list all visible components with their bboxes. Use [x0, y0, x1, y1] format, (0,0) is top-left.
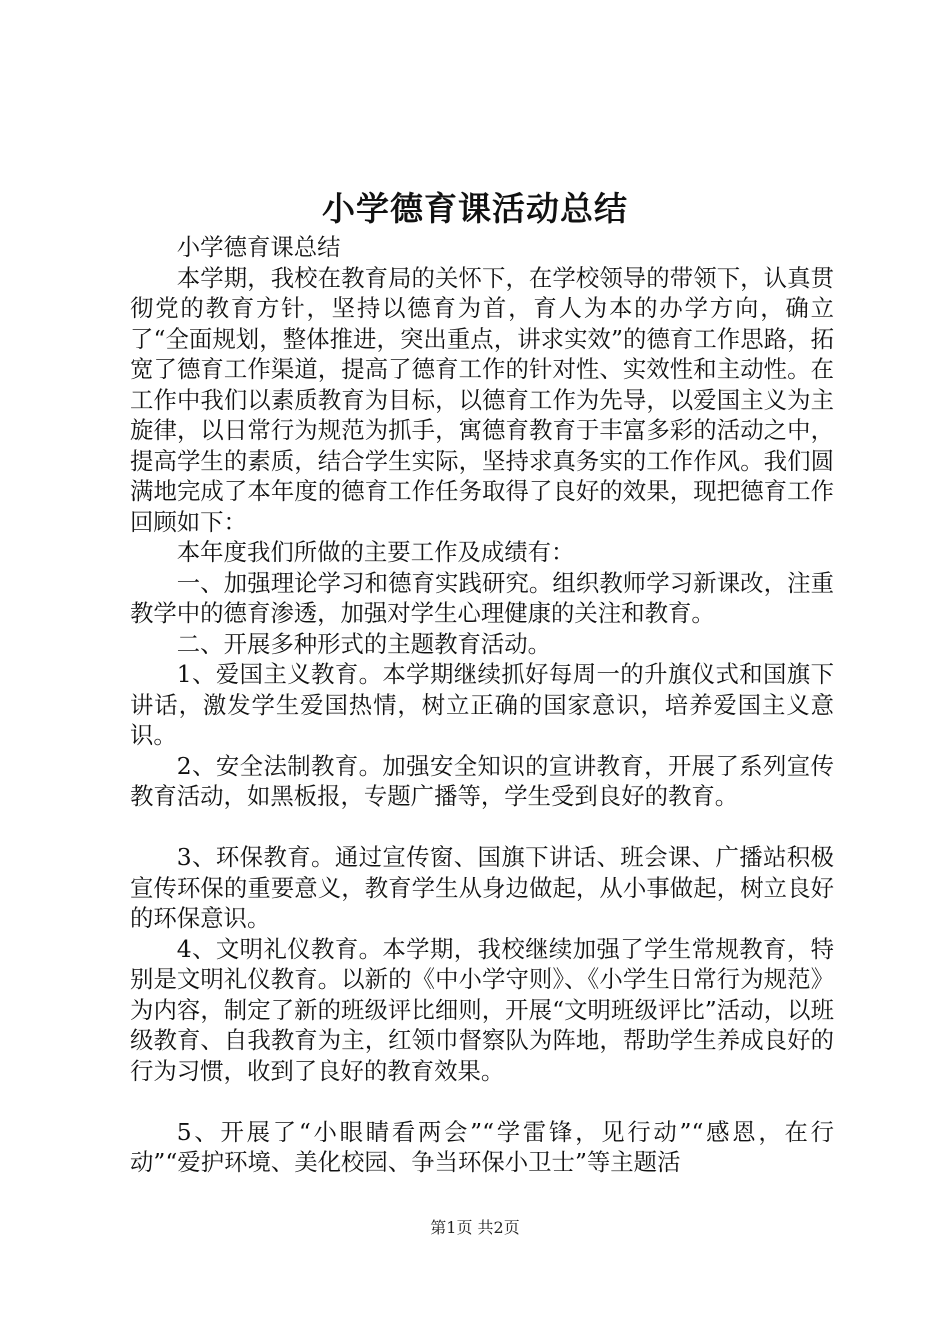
paragraph-intro: 本学期，我校在教育局的关怀下，在学校领导的带领下，认真贯彻党的教育方针，坚持以德育为首，育人为本的办学方向，确立了“全面规划，整体推进，突出重点，讲求实效”的德育工作思路，拓宽了德育工作渠道，提高了德育工作的针对性、实效性和主动性。在工作中我们以素质教育为目标，以德育工作为先导，以爱国主义为主旋律，以日常行为规范为抓手，寓德育教育于丰富多彩的活动之中，提高学生的素质，结合学生实际，坚持求真务实的工作作风。我们圆满地完成了本年度的德育工作任务取得了良好的效果，现把德育工作回顾如下： — [130, 263, 834, 536]
paragraph-item-3: 3、环保教育。通过宣传窗、国旗下讲话、班会课、广播站积极宣传环保的重要意义，教育学生从身边做起，从小事做起，树立良好的环保意识。 — [130, 843, 834, 932]
paragraph-subtitle: 小学德育课总结 — [176, 233, 341, 261]
document-title: 小学德育课活动总结 — [322, 189, 628, 228]
document-body — [130, 232, 834, 1178]
paragraph-item-1: 1、爱国主义教育。本学期继续抓好每周一的升旗仪式和国旗下讲话，激发学生爱国热情，树立正确的国家意识，培养爱国主义意识。 — [130, 660, 834, 749]
paragraph-item-4: 4、文明礼仪教育。本学期，我校继续加强了学生常规教育，特别是文明礼仪教育。以新的《中小学守则》、《小学生日常行为规范》为内容，制定了新的班级评比细则，开展“文明班级评比”活动，以班级教育、自我教育为主，红领巾督察队为阵地，帮助学生养成良好的行为习惯，收到了良好的教育效果。 — [130, 934, 834, 1085]
paragraph-item-5: 5、开展了“小眼睛看两会”“学雷锋，见行动”“感恩，在行动”“爱护环境、美化校园、争当环保小卫士”等主题活 — [130, 1117, 834, 1176]
paragraph-section-2: 二、开展多种形式的主题教育活动。 — [176, 629, 552, 658]
paragraph-achievements-heading: 本年度我们所做的主要工作及成绩有： — [176, 538, 575, 566]
page-number-footer: 第1页 共2页 — [430, 1218, 520, 1237]
paragraph-item-2: 2、安全法制教育。加强安全知识的宣讲教育，开展了系列宣传教育活动，如黑板报，专题广播等，学生受到良好的教育。 — [130, 751, 834, 810]
paragraph-section-1: 一、加强理论学习和德育实践研究。组织教师学习新课改，注重教学中的德育渗透，加强对学生心理健康的关注和教育。 — [130, 568, 834, 627]
